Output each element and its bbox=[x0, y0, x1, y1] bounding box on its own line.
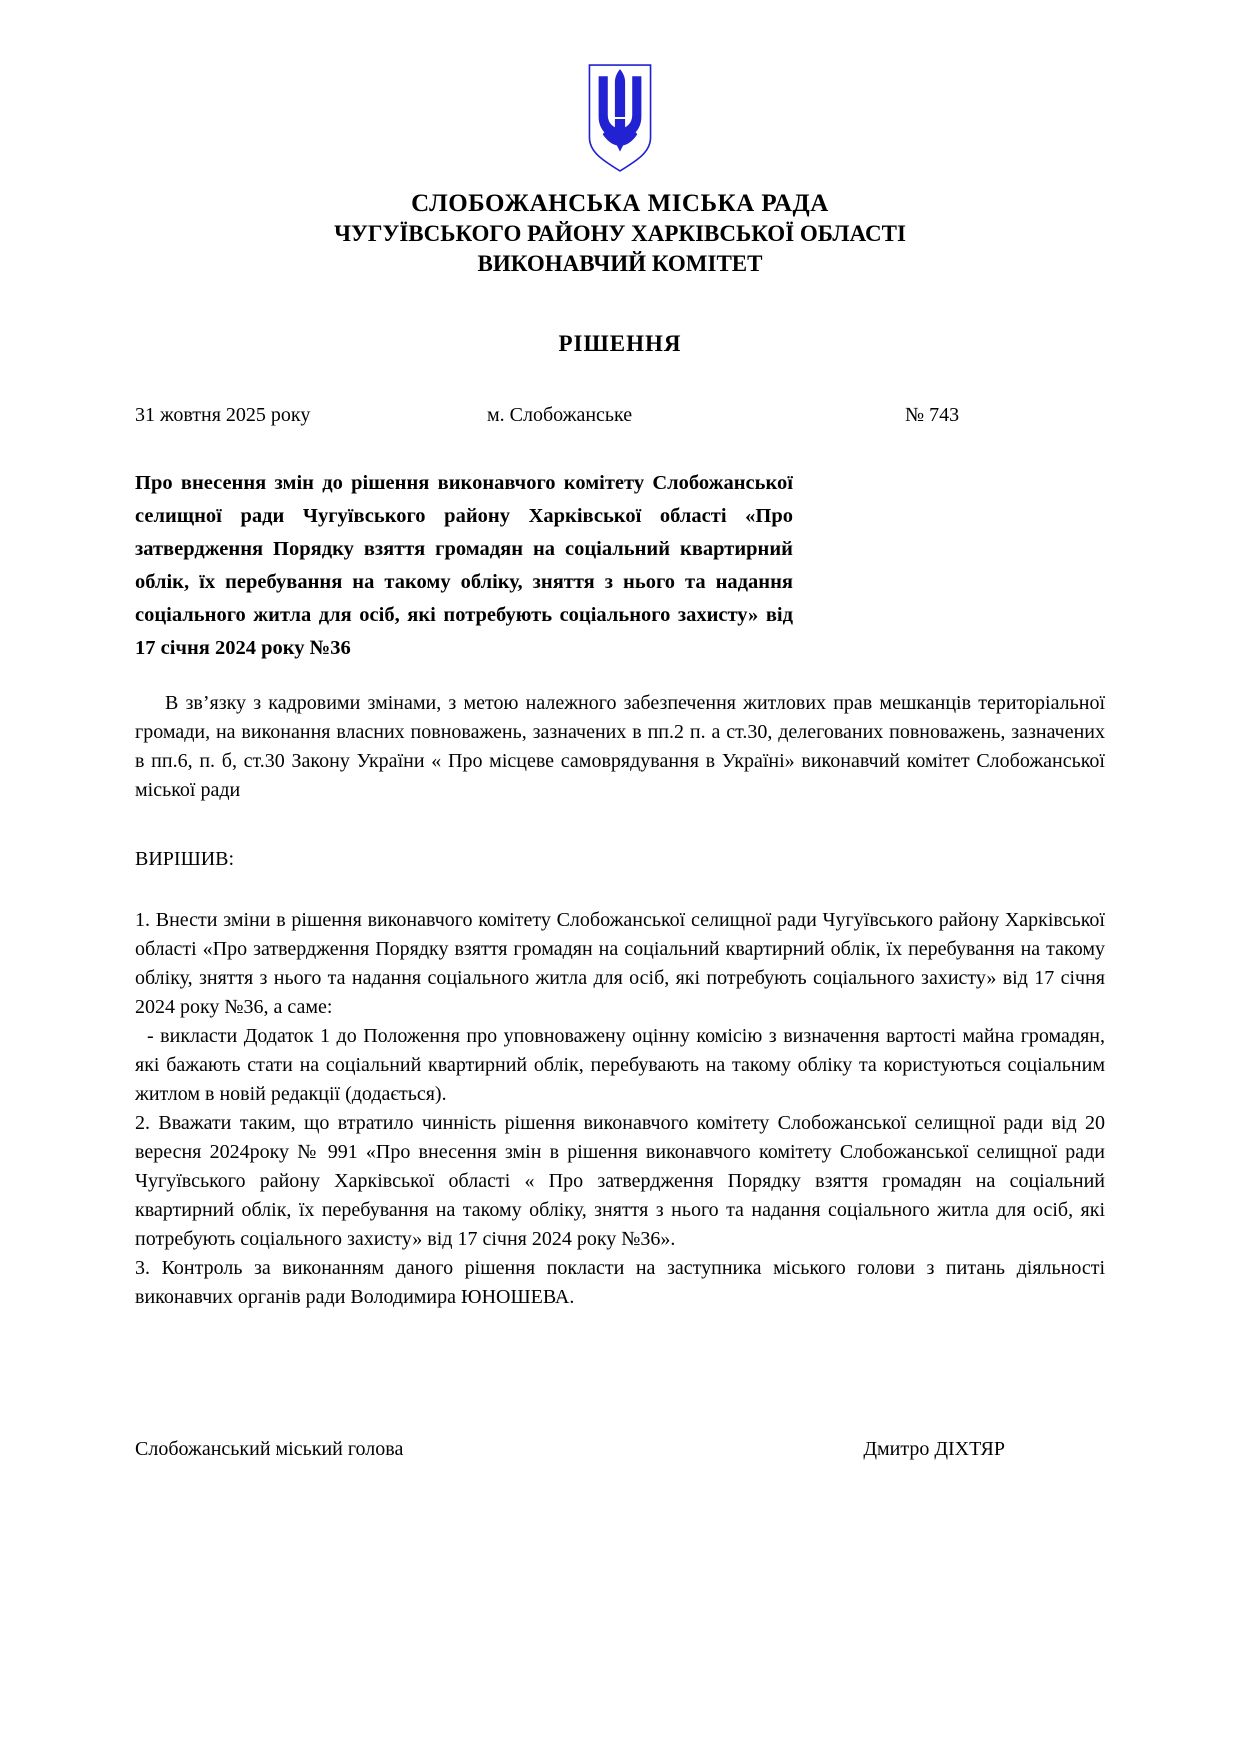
preamble-paragraph: В зв’язку з кадровими змінами, з метою належного забезпечення житлових прав мешканців територіальної громади, на виконання власних повноважень, зазначених в пп.2 п. а ст.30, делегованих повноважень, зазначених в пп.6, п. б, ст.30 Закону України « Про місцеве самоврядування в Україні» виконавчий комітет Слобожанської міської ради bbox=[135, 692, 1105, 801]
org-district: ЧУГУЇВСЬКОГО РАЙОНУ ХАРКІВСЬКОЇ ОБЛАСТІ bbox=[334, 221, 906, 246]
document-date: 31 жовтня 2025 року bbox=[135, 404, 311, 426]
subject-paragraph: Про внесення змін до рішення виконавчого комітету Слобожанської селищної ради Чугуївського району Харківської області «Про затвердження Порядку взяття громадян на соціальний квартирний облік, їх перебування на такому обліку, зняття з нього та надання соціального житла для осіб, які потребують соціального захисту» від 17 січня 2024 року №36 bbox=[135, 472, 793, 659]
org-name: СЛОБОЖАНСЬКА МІСЬКА РАДА bbox=[411, 190, 829, 217]
document-place: м. Слобожанське bbox=[487, 404, 633, 426]
ukraine-trident-icon bbox=[586, 62, 654, 174]
items-list bbox=[135, 906, 1105, 1312]
org-header bbox=[135, 189, 1105, 279]
emblem-container bbox=[135, 62, 1105, 179]
item-3: 3. Контроль за виконанням даного рішення покласти на заступника міського голови з питань діяльності виконавчих органів ради Володимира ЮНОШЕВА. bbox=[135, 1257, 1105, 1308]
trident-glyph bbox=[599, 69, 642, 151]
signature-row bbox=[135, 1436, 1105, 1462]
document-number: № 743 bbox=[905, 404, 960, 426]
item-2: 2. Вважати таким, що втратило чинність рішення виконавчого комітету Слобожанської селищної ради від 20 вересня 2024року № 991 «Про внесення змін в рішення виконавчого комітету Слобожанської селищної ради Чугуївського району Харківської області « Про затвердження Порядку взяття громадян на соціальний квартирний облік, їх перебування на такому обліку, зняття з нього та надання соціального житла для осіб, які потребують соціального захисту» від 17 січня 2024 року №36». bbox=[135, 1112, 1105, 1250]
document-title: РІШЕННЯ bbox=[558, 331, 682, 356]
item-1-sub: - викласти Додаток 1 до Положення про уповноважену оцінну комісію з визначення вартості майна громадян, які бажають стати на соціальний квартирний облік, перебувають на такому обліку та користуються соціальним житлом в новій редакції (додається). bbox=[135, 1025, 1105, 1105]
signature-position: Слобожанський міський голова bbox=[135, 1438, 404, 1460]
item-1: 1. Внести зміни в рішення виконавчого комітету Слобожанської селищної ради Чугуївського району Харківської області «Про затвердження Порядку взяття громадян на соціальний квартирний облік, їх перебування на такому обліку, зняття з нього та надання соціального житла для осіб, які потребують соціального захисту» від 17 січня 2024 року №36, а саме: bbox=[135, 909, 1105, 1018]
signature-name: Дмитро ДІХТЯР bbox=[863, 1438, 1005, 1460]
resolved-label: ВИРІШИВ: bbox=[135, 848, 235, 870]
org-committee: ВИКОНАВЧИЙ КОМІТЕТ bbox=[477, 251, 763, 276]
meta-row bbox=[135, 403, 1105, 427]
